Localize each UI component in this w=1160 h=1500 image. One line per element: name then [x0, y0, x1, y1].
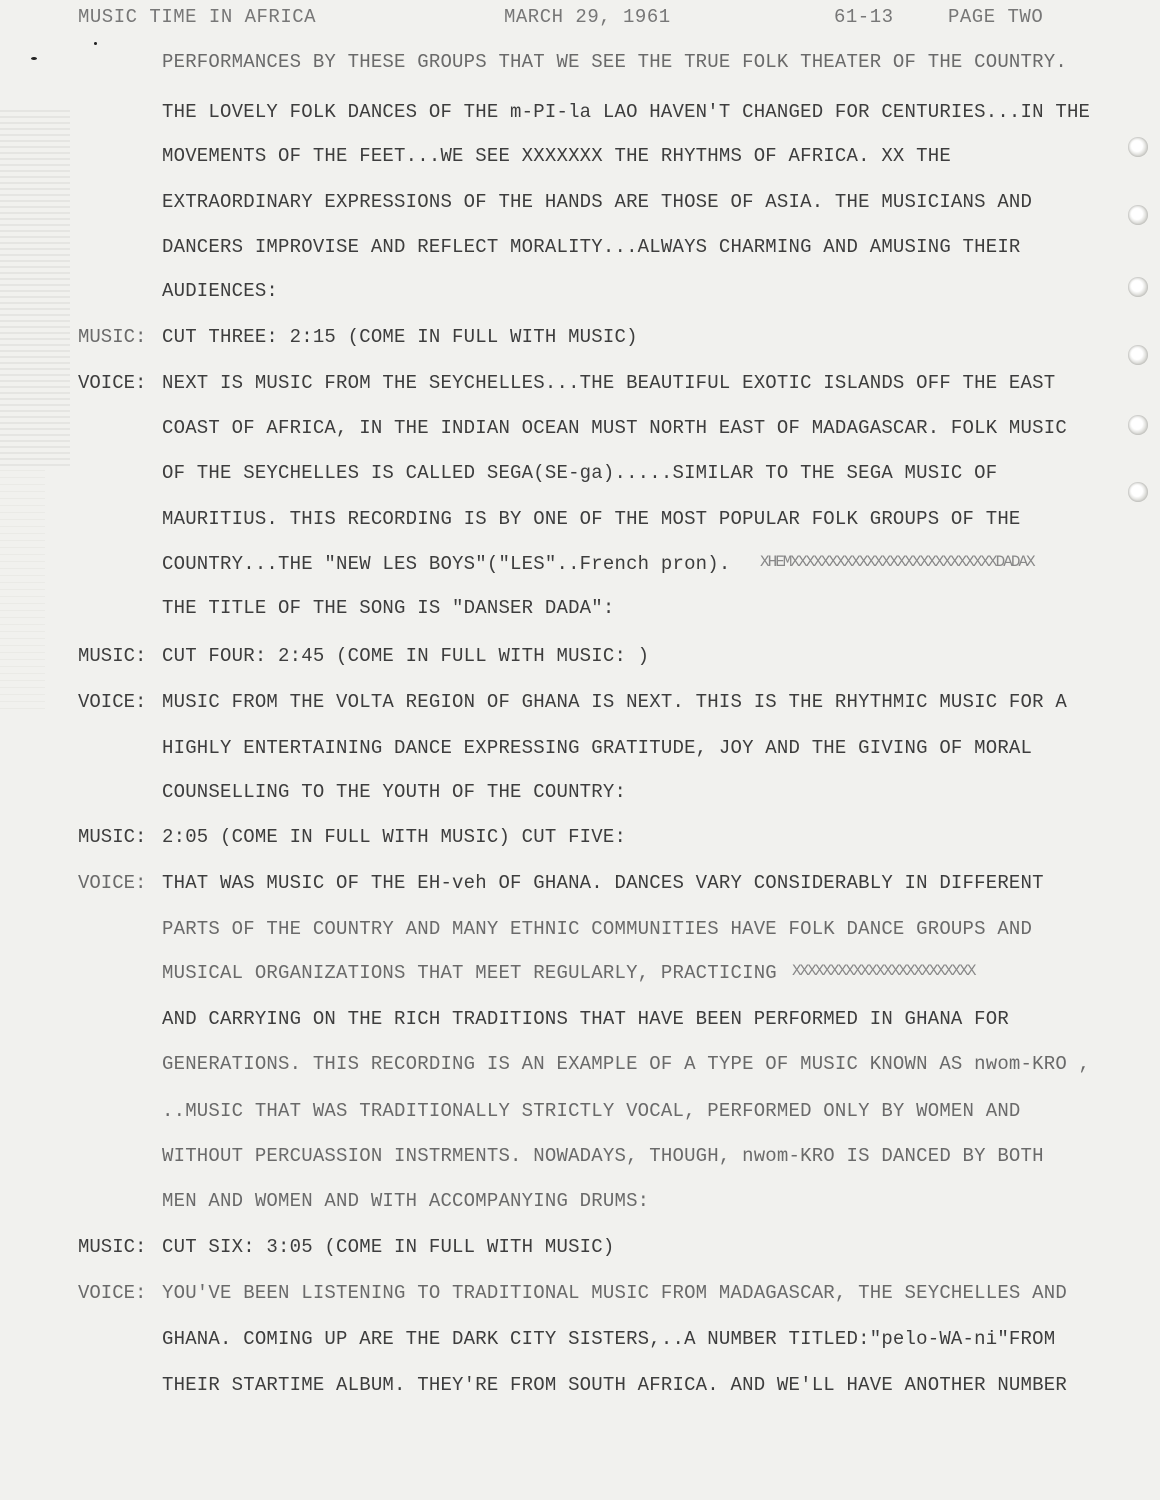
punch-hole-icon — [1128, 345, 1148, 365]
body-line: NEXT IS MUSIC FROM THE SEYCHELLES...THE BEAUTIFUL EXOTIC ISLANDS OFF THE EAST — [162, 372, 1056, 394]
body-line: EXTRAORDINARY EXPRESSIONS OF THE HANDS ARE THOSE OF ASIA. THE MUSICIANS AND — [162, 191, 1033, 213]
body-line: MUSICAL ORGANIZATIONS THAT MEET REGULARLY, PRACTICING — [162, 962, 777, 984]
script-date: MARCH 29, 1961 — [504, 6, 671, 28]
scan-edge-shadow — [0, 110, 70, 470]
music-cue-label: MUSIC: — [78, 645, 147, 667]
music-cue: CUT FOUR: 2:45 (COME IN FULL WITH MUSIC: ) — [162, 645, 650, 667]
punch-hole-icon — [1128, 415, 1148, 435]
music-cue: CUT SIX: 3:05 (COME IN FULL WITH MUSIC) — [162, 1236, 615, 1258]
body-line: HIGHLY ENTERTAINING DANCE EXPRESSING GRATITUDE, JOY AND THE GIVING OF MORAL — [162, 737, 1033, 759]
punch-hole-icon — [1128, 482, 1148, 502]
body-line: GHANA. COMING UP ARE THE DARK CITY SISTERS,..A NUMBER TITLED:"pelo-WA-ni"FROM — [162, 1328, 1056, 1350]
body-line: THE LOVELY FOLK DANCES OF THE m-PI-la LAO HAVEN'T CHANGED FOR CENTURIES...IN THE — [162, 101, 1091, 123]
body-line: ..MUSIC THAT WAS TRADITIONALLY STRICTLY VOCAL, PERFORMED ONLY BY WOMEN AND — [162, 1100, 1021, 1122]
punch-hole-icon — [1128, 137, 1148, 157]
scan-edge-shadow-lower — [0, 470, 45, 710]
script-number: 61-13 — [834, 6, 894, 28]
ink-speck — [94, 42, 97, 45]
music-cue-label: MUSIC: — [78, 326, 147, 348]
body-line: AND CARRYING ON THE RICH TRADITIONS THAT HAVE BEEN PERFORMED IN GHANA FOR — [162, 1008, 1009, 1030]
voice-label: VOICE: — [78, 691, 147, 713]
body-line: GENERATIONS. THIS RECORDING IS AN EXAMPLE OF A TYPE OF MUSIC KNOWN AS nwom-KRO , — [162, 1053, 1091, 1075]
body-line: PERFORMANCES BY THESE GROUPS THAT WE SEE THE TRUE FOLK THEATER OF THE COUNTRY. — [162, 51, 1067, 73]
page-number: PAGE TWO — [948, 6, 1044, 28]
body-line: COUNTRY...THE "NEW LES BOYS"("LES"..French pron). — [162, 553, 731, 575]
body-line: WITHOUT PERCUASSION INSTRMENTS. NOWADAYS, THOUGH, nwom-KRO IS DANCED BY BOTH — [162, 1145, 1044, 1167]
punch-hole-icon — [1128, 277, 1148, 297]
struck-text: XXXXXXXXXXXXXXXXXXXXXXXX — [792, 962, 975, 980]
body-line: THEIR STARTIME ALBUM. THEY'RE FROM SOUTH AFRICA. AND WE'LL HAVE ANOTHER NUMBER — [162, 1374, 1067, 1396]
body-line: YOU'VE BEEN LISTENING TO TRADITIONAL MUSIC FROM MADAGASCAR, THE SEYCHELLES AND — [162, 1282, 1067, 1304]
voice-label: VOICE: — [78, 1282, 147, 1304]
ink-speck — [31, 57, 37, 60]
struck-text: XHEMXXXXXXXXXXXXXXXXXXXXXXXXXXXDADAX — [760, 553, 1034, 571]
body-line: OF THE SEYCHELLES IS CALLED SEGA(SE-ga).....SIMILAR TO THE SEGA MUSIC OF — [162, 462, 998, 484]
body-line: MOVEMENTS OF THE FEET...WE SEE XXXXXXX THE RHYTHMS OF AFRICA. XX THE — [162, 145, 951, 167]
punch-hole-icon — [1128, 205, 1148, 225]
body-line: DANCERS IMPROVISE AND REFLECT MORALITY...ALWAYS CHARMING AND AMUSING THEIR — [162, 236, 1021, 258]
body-line: THE TITLE OF THE SONG IS "DANSER DADA": — [162, 597, 615, 619]
body-line: MAURITIUS. THIS RECORDING IS BY ONE OF THE MOST POPULAR FOLK GROUPS OF THE — [162, 508, 1021, 530]
page-header — [78, 6, 1140, 30]
music-cue: 2:05 (COME IN FULL WITH MUSIC) CUT FIVE: — [162, 826, 627, 848]
music-cue-label: MUSIC: — [78, 1236, 147, 1258]
music-cue: CUT THREE: 2:15 (COME IN FULL WITH MUSIC) — [162, 326, 638, 348]
body-line: AUDIENCES: — [162, 280, 279, 302]
voice-label: VOICE: — [78, 872, 147, 894]
body-line: THAT WAS MUSIC OF THE EH-veh OF GHANA. DANCES VARY CONSIDERABLY IN DIFFERENT — [162, 872, 1044, 894]
music-cue-label: MUSIC: — [78, 826, 147, 848]
program-title: MUSIC TIME IN AFRICA — [78, 6, 317, 28]
body-line: COUNSELLING TO THE YOUTH OF THE COUNTRY: — [162, 781, 627, 803]
voice-label: VOICE: — [78, 372, 147, 394]
body-line: PARTS OF THE COUNTRY AND MANY ETHNIC COMMUNITIES HAVE FOLK DANCE GROUPS AND — [162, 918, 1033, 940]
body-line: MEN AND WOMEN AND WITH ACCOMPANYING DRUMS: — [162, 1190, 650, 1212]
body-line: MUSIC FROM THE VOLTA REGION OF GHANA IS NEXT. THIS IS THE RHYTHMIC MUSIC FOR A — [162, 691, 1067, 713]
body-line: COAST OF AFRICA, IN THE INDIAN OCEAN MUST NORTH EAST OF MADAGASCAR. FOLK MUSIC — [162, 417, 1067, 439]
